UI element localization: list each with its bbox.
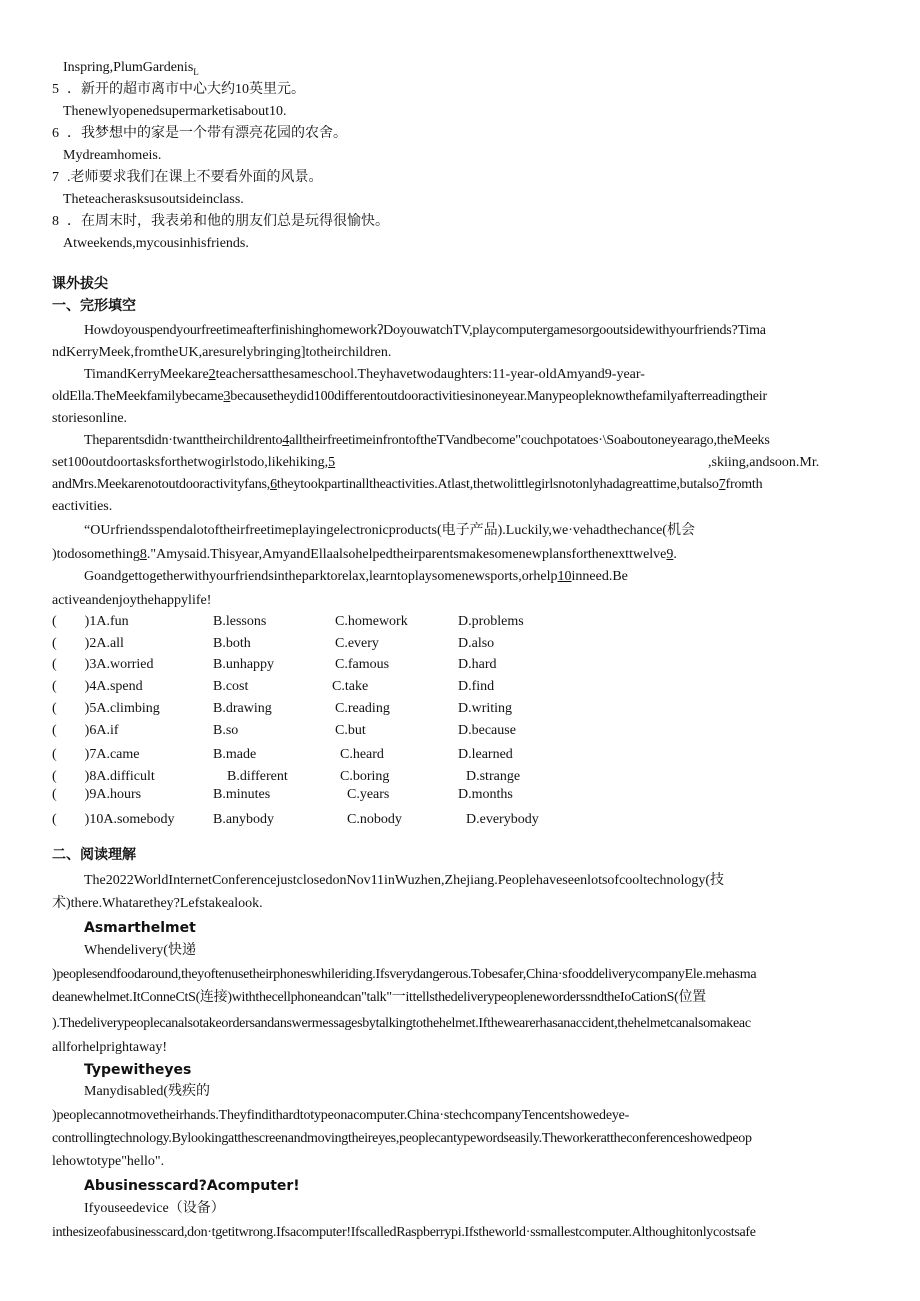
paren-close: ): [84, 787, 90, 802]
helmet-line4: ).Thedeliverypeoplecanalsotakeordersandanswermessagesbytalkingtothehelmet.Ifthewearerhasanaccident,thehelmetcanalsomakeac: [52, 1016, 751, 1031]
question-7: [52, 746, 140, 764]
text: ."Amysaid.Thisyear,AmyandEllaalsohelpedtheirparentsmakesomenewplansforthenexttwelve: [146, 547, 667, 562]
option-a: A.spend: [96, 679, 143, 694]
question-3: [52, 656, 154, 674]
item-chinese: ．在周末时，我表弟和他的朋友们总是玩得很愉快。: [67, 214, 389, 229]
option-d: D.find: [458, 679, 495, 694]
item-english: Theteacherasksusoutsideinclass.: [63, 192, 244, 207]
item-number: 7: [52, 170, 59, 185]
blank-8: 8: [139, 547, 147, 562]
cloze-p3-line3: [52, 476, 762, 494]
paren-close: ): [84, 614, 90, 629]
paren-close: ): [84, 723, 90, 738]
option-c: C.famous: [335, 657, 390, 672]
option-d: D.learned: [458, 747, 513, 762]
text: ndKerryMeek,fromtheUK,aresurelybringing: [52, 345, 301, 360]
paren-close: ): [84, 636, 90, 651]
translation-item-8: [52, 213, 389, 231]
option-d: D.also: [458, 636, 495, 651]
item-english: Mydreamhomeis.: [63, 148, 162, 163]
option-c: C.take: [332, 679, 369, 694]
reading-intro-line1: The2022WorldInternetConferencejustclosedonNov11inWuzhen,Zhejiang.Peoplehaveseenlotsofcooltechnology(技: [84, 873, 725, 888]
option-b: B.lessons: [213, 614, 267, 629]
cloze-p3-line4: eactivities.: [52, 499, 113, 514]
option-b: B.drawing: [213, 701, 272, 716]
blank-3: 3: [223, 389, 231, 404]
option-d: D.problems: [458, 614, 524, 629]
paren-close: ): [84, 812, 90, 827]
cloze-p2-line2: [52, 388, 767, 406]
option-c: C.nobody: [347, 812, 402, 827]
question-number: 2: [89, 636, 97, 651]
paren-open: (: [52, 769, 57, 784]
option-c: C.heard: [340, 747, 384, 762]
question-number: 1: [89, 614, 97, 629]
option-b: B.minutes: [213, 787, 271, 802]
paren-open: (: [52, 812, 57, 827]
paren-close: ): [84, 769, 90, 784]
blank-5: 5: [328, 455, 336, 470]
item-number: 6: [52, 126, 59, 141]
option-a: A.worried: [96, 657, 154, 672]
option-c: C.reading: [335, 701, 390, 716]
helmet-line3: deanewhelmet.ItConneCtS(连接)withthecellphoneandcan"talk"一ittellsthedeliverypeopleneworderssndtheIoCationS(位置: [52, 990, 706, 1005]
option-a: A.fun: [96, 614, 129, 629]
cloze-p5-line1: [84, 568, 628, 586]
cloze-p2-line3: storiesonline.: [52, 411, 128, 426]
cloze-heading: 一、完形填空: [52, 298, 136, 314]
cloze-p3-line2: [52, 454, 335, 472]
option-b: B.both: [213, 636, 251, 651]
paren-open: (: [52, 657, 57, 672]
cloze-p1-line2: [52, 344, 391, 362]
option-c: C.every: [335, 636, 379, 651]
helmet-line5: allforhelprightaway!: [52, 1040, 168, 1055]
option-c: C.years: [347, 787, 390, 802]
blank-9: 9: [666, 547, 674, 562]
text: theytookpartinalltheactivities.Atlast,thetwolittlegirlsnotonlyhadagreattime,butalso: [276, 477, 719, 492]
paren-open: (: [52, 723, 57, 738]
option-b: B.so: [213, 723, 239, 738]
question-number: 8: [89, 769, 97, 784]
blank-1: ]: [300, 345, 306, 360]
text: )todosomething: [52, 547, 140, 562]
item-number: 5: [52, 82, 59, 97]
question-4: [52, 678, 143, 696]
question-1: [52, 613, 129, 631]
translation-item-5: [52, 81, 305, 99]
question-number: 7: [89, 747, 97, 762]
blank-10: 10: [557, 569, 572, 584]
reading-intro-line2: 术)there.Whatarethey?Lefstakealook.: [52, 896, 263, 911]
option-c: C.but: [335, 723, 366, 738]
option-d: D.strange: [466, 769, 521, 784]
paren-close: ): [84, 679, 90, 694]
helmet-line1: Whendelivery(快递: [84, 943, 196, 958]
question-number: 5: [89, 701, 97, 716]
section-business-card-title: Abusinesscard?Acomputer!: [84, 1178, 300, 1194]
item-chinese: ．新开的超市离市中心大约10英里元。: [67, 82, 305, 97]
text: teachersatthesameschool.Theyhavetwodaughters:11-year-oldAmyand9-year-: [215, 367, 645, 382]
cloze-p4-line1: “OUrfriendsspendalotoftheirfreetimeplayingelectronicproducts(电子产品).Luckily,we·vehadthechance(机会: [84, 523, 695, 538]
paren-open: (: [52, 679, 57, 694]
question-5: [52, 700, 160, 718]
blank-2: 2: [208, 367, 216, 382]
option-d: D.hard: [458, 657, 497, 672]
text: inneed.Be: [571, 569, 628, 584]
option-b: B.anybody: [213, 812, 275, 827]
card-line2: inthesizeofabusinesscard,don·tgetitwrong.Ifsacomputer!IfscalledRaspberrypi.Ifstheworld·ssmallestcomputer.Althoughitonlycostsafe: [52, 1225, 756, 1240]
text: TimandKerryMeekare: [84, 367, 209, 382]
paren-open: (: [52, 636, 57, 651]
question-number: 4: [89, 679, 97, 694]
item-english: Thenewlyopenedsupermarketisabout10.: [63, 104, 287, 119]
option-a: A.all: [96, 636, 124, 651]
paren-close: ): [84, 657, 90, 672]
paren-open: (: [52, 614, 57, 629]
reading-heading: 二、阅读理解: [52, 847, 136, 863]
translation-item-6: [52, 125, 347, 143]
cloze-p3-line2-end: ,skiing,andsoon.Mr.: [708, 455, 820, 470]
item-english: Atweekends,mycousinhisfriends.: [63, 236, 249, 251]
eyes-line2: )peoplecannotmovetheirhands.Theyfindithardtotypeonacomputer.China·stechcompanyTencentshowedeye-: [52, 1108, 630, 1123]
text: totheirchildren.: [305, 345, 392, 360]
blank-7: 7: [718, 477, 726, 492]
question-2: [52, 635, 124, 653]
text: Inspring,PlumGardenis: [63, 60, 194, 75]
text: becausetheydid100differentoutdooractivitiesinoneyear.Manypeopleknowthefamilyafterreadingtheir: [230, 389, 767, 404]
question-number: 9: [89, 787, 97, 802]
cloze-p4-line2: [52, 546, 677, 564]
option-a: A.hours: [96, 787, 142, 802]
section-smart-helmet-title: Asmarthelmet: [84, 920, 196, 936]
text: oldElla.TheMeekfamilybecame: [52, 389, 224, 404]
text: Goandgettogetherwithyourfriendsintheparktorelax,learntoplaysomenewsports,orhelp: [84, 569, 558, 584]
question-number: 6: [89, 723, 97, 738]
question-9: [52, 786, 141, 804]
item-chinese: ．我梦想中的家是一个带有漂亮花园的农舍。: [67, 126, 347, 141]
card-line1: Ifyouseedevice（设备）: [84, 1201, 225, 1216]
option-a: A.difficult: [96, 769, 155, 784]
paren-open: (: [52, 747, 57, 762]
text: .: [673, 547, 677, 562]
question-number: 3: [89, 657, 97, 672]
eyes-line1: Manydisabled(残疾的: [84, 1084, 210, 1099]
eyes-line4: lehowtotype"hello".: [52, 1154, 165, 1169]
helmet-line2: )peoplesendfoodaround,theyoftenusetheirphoneswhileriding.Ifsverydangerous.Tobesafer,China·sfooddeliverycompanyEle.mehasma: [52, 967, 757, 982]
item-number: 8: [52, 214, 59, 229]
section-title: 课外拔尖: [52, 276, 108, 292]
option-d: D.because: [458, 723, 516, 738]
paren-open: (: [52, 701, 57, 716]
option-b: B.different: [227, 769, 288, 784]
option-b: B.made: [213, 747, 257, 762]
option-c: C.homework: [335, 614, 408, 629]
paren-open: (: [52, 787, 57, 802]
cloze-p5-line2: activeandenjoythehappylife!: [52, 593, 212, 608]
text: andMrs.Meekarenotoutdooractivityfans,: [52, 477, 271, 492]
question-8: [52, 768, 155, 786]
option-a: A.somebody: [103, 812, 175, 827]
question-number: 10: [89, 812, 104, 827]
option-a: A.came: [96, 747, 140, 762]
option-a: A.if: [96, 723, 119, 738]
text: Theparentsdidn·twanttheirchildrento: [84, 433, 283, 448]
blank-6: 6: [270, 477, 277, 492]
cloze-p3-line1: [84, 432, 770, 450]
option-b: B.cost: [213, 679, 249, 694]
translation-item-7: [52, 169, 323, 187]
question-10: [52, 811, 175, 829]
option-d: D.writing: [458, 701, 513, 716]
text: set100outdoortasksforthetwogirlstodo,likehiking,: [52, 455, 329, 470]
cloze-p1-line1: HowdoyouspendyourfreetimeafterfinishinghomeworkʔDoyouwatchTV,playcomputergamesorgooutsidewithyourfriends?Tima: [84, 323, 766, 338]
section-type-eyes-title: Typewitheyes: [84, 1062, 192, 1078]
paren-close: ): [84, 701, 90, 716]
option-c: C.boring: [340, 769, 390, 784]
blank-4: 4: [282, 433, 290, 448]
item-chinese: .老师要求我们在课上不要看外面的风景。: [67, 170, 323, 185]
option-a: A.climbing: [96, 701, 160, 716]
text: fromth: [725, 477, 763, 492]
cloze-p2-line1: [84, 366, 645, 384]
text-sub: L: [193, 66, 199, 77]
option-d: D.everybody: [466, 812, 539, 827]
paren-close: ): [84, 747, 90, 762]
text: alltheirfreetimeinfrontoftheTVandbecome"couchpotatoes·\Soaboutoneyearago,theMeeks: [289, 433, 770, 448]
option-b: B.unhappy: [213, 657, 275, 672]
option-d: D.months: [458, 787, 513, 802]
eyes-line3: controllingtechnology.Bylookingatthescreenandmovingtheireyes,peoplecantypewordseasily.Theworkeratthe​conferenceshowedpeop: [52, 1131, 752, 1146]
translation-line-0: [63, 59, 199, 81]
question-6: [52, 722, 119, 740]
